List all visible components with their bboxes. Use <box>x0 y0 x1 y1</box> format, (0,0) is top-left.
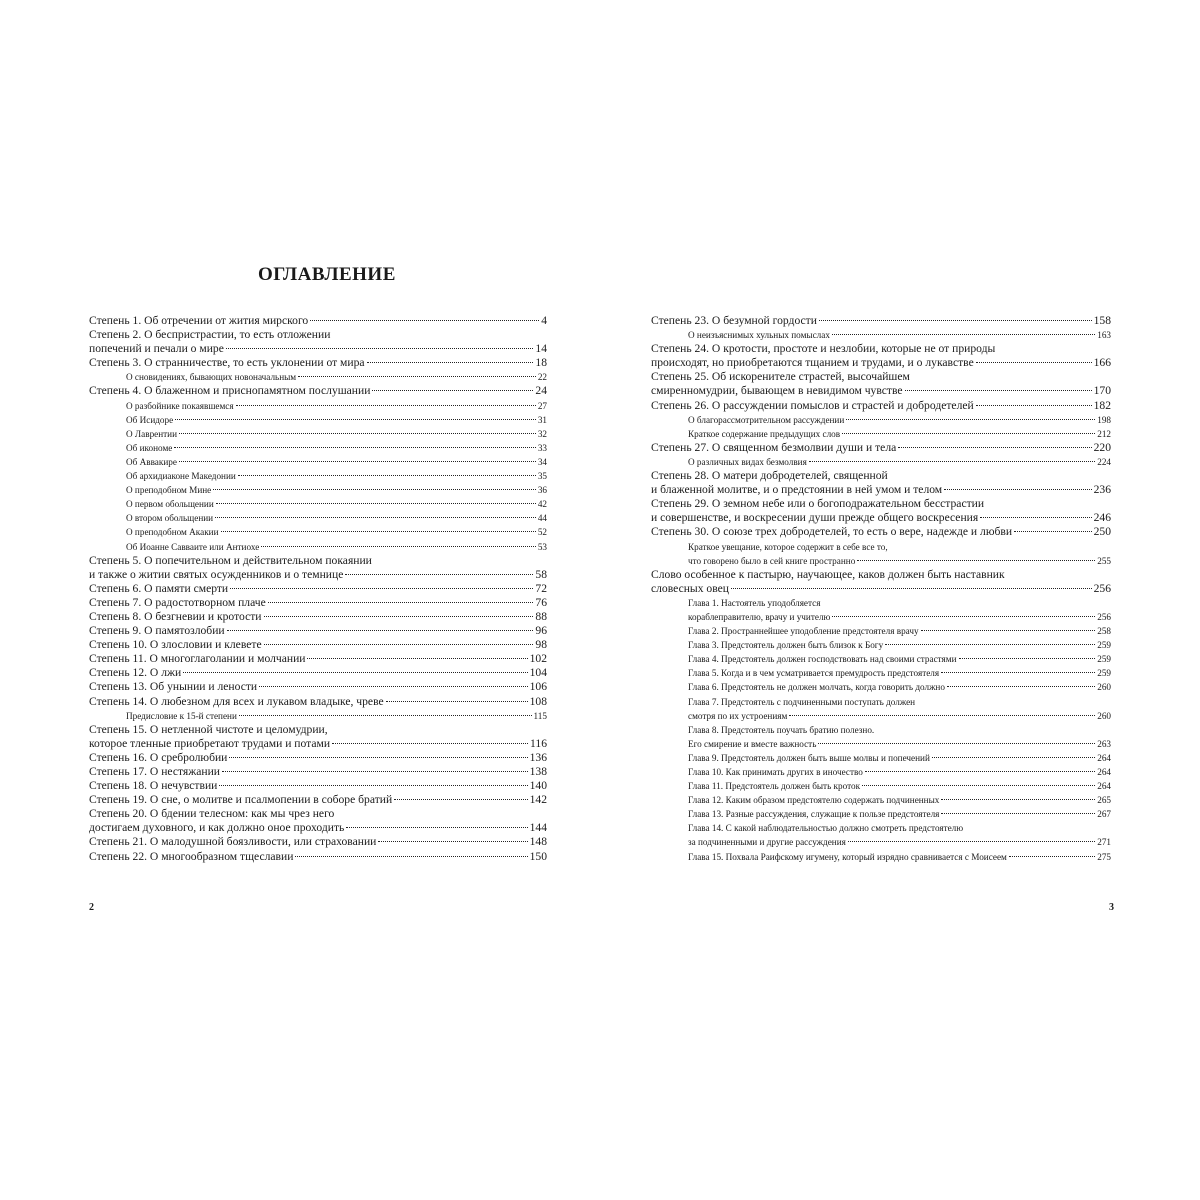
toc-entry-text: Степень 19. О сне, о молитве и псалмопении в соборе братий <box>89 793 393 807</box>
toc-page-number: 158 <box>1093 314 1111 327</box>
toc-entry-text: Глава 5. Когда и в чем усматривается премудрость предстоятеля <box>688 668 940 679</box>
toc-page-number: 264 <box>1097 752 1111 763</box>
toc-entry-text: достигаем духовного, и как должно оное проходить <box>89 821 345 835</box>
toc-entry <box>651 370 1111 398</box>
dot-leader <box>230 588 533 589</box>
toc-page-number: 246 <box>1093 511 1111 525</box>
toc-entry-text: О различных видах безмолвия <box>688 456 807 467</box>
toc-entry <box>89 455 547 469</box>
toc-entry <box>651 751 1111 765</box>
toc-entry <box>651 723 1111 751</box>
toc-entry <box>651 314 1111 328</box>
toc-entry-text: Степень 17. О нестяжании <box>89 765 220 778</box>
toc-entry <box>89 497 547 511</box>
toc-entry-text: за подчиненными и другие рассуждения <box>688 837 846 848</box>
toc-entry-text: Глава 7. Предстоятель с подчиненными поступать должен <box>688 696 916 707</box>
dot-leader <box>941 799 1095 800</box>
dot-leader <box>976 405 1092 406</box>
toc-entry-text: Глава 4. Предстоятель должен господствовать над своими страстями <box>688 654 957 665</box>
toc-entry <box>651 399 1111 413</box>
dot-leader <box>386 701 528 702</box>
toc-page-number: 140 <box>529 779 547 793</box>
toc-entry <box>89 835 547 849</box>
dot-leader <box>885 644 1095 645</box>
toc-entry <box>89 399 547 413</box>
toc-entry <box>89 413 547 427</box>
toc-entry <box>89 680 547 694</box>
toc-entry <box>89 314 547 328</box>
toc-page-number: 108 <box>529 694 547 708</box>
toc-entry-text: что говорено было в сей книге пространно <box>688 555 856 566</box>
toc-page-number: 27 <box>537 400 547 411</box>
toc-entry-text: Степень 28. О матери добродетелей, священной <box>651 469 888 483</box>
toc-entry-text: происходят, но приобретаются тщанием и трудами, и о лукавстве <box>651 356 974 370</box>
dot-leader <box>865 771 1095 772</box>
toc-entry <box>89 384 547 398</box>
toc-entry-text: Глава 3. Предстоятель должен быть близок к Богу <box>688 640 884 651</box>
dot-leader <box>976 362 1092 363</box>
toc-entry-text: смотря по их устроениям <box>688 710 788 721</box>
toc-page-number: 34 <box>537 456 547 467</box>
toc-entry-text: Степень 26. О рассуждении помыслов и страстей и добродетелей <box>651 398 974 412</box>
dot-leader <box>179 461 536 462</box>
toc-entry <box>651 441 1111 455</box>
toc-entry <box>89 779 547 793</box>
toc-entry <box>651 695 1111 723</box>
toc-entry-text: смиренномудрии, бывающем в невидимом чувстве <box>651 384 903 398</box>
toc-page-number: 256 <box>1093 581 1111 595</box>
toc-entry <box>651 666 1111 680</box>
toc-page-number: 72 <box>535 581 547 595</box>
dot-leader <box>222 771 528 772</box>
toc-entry-text: Об Аввакире <box>126 456 177 467</box>
toc-entry-text: Степень 7. О радостотворном плаче <box>89 595 266 609</box>
dot-leader <box>227 630 534 631</box>
toc-entry <box>651 850 1111 864</box>
toc-entry <box>89 540 547 554</box>
toc-page-number: 36 <box>537 485 547 496</box>
toc-entry-text: Глава 8. Предстоятель поучать братию полезно. <box>688 724 875 735</box>
dot-leader <box>932 757 1095 758</box>
toc-page-number: 33 <box>537 442 547 453</box>
right-page <box>600 0 1200 1200</box>
dot-leader <box>731 588 1092 589</box>
toc-entry <box>651 525 1111 539</box>
toc-page-number: 260 <box>1097 682 1111 693</box>
toc-page-number: 260 <box>1097 710 1111 721</box>
dot-leader <box>944 489 1091 490</box>
toc-entry-text: Слово особенное к пастырю, научающее, каков должен быть наставник <box>651 567 1005 581</box>
dot-leader <box>862 785 1095 786</box>
toc-entry <box>651 596 1111 624</box>
dot-leader <box>941 813 1095 814</box>
toc-entry <box>89 638 547 652</box>
toc-page-number: 102 <box>529 652 547 666</box>
toc-page-number: 35 <box>537 471 547 482</box>
toc-page-number: 115 <box>533 710 547 721</box>
toc-entry <box>89 666 547 680</box>
toc-entry-text: Об Иоанне Савваите или Антиохе <box>126 541 260 552</box>
toc-entry-text: О преподобном Акакии <box>126 527 219 538</box>
dot-leader <box>215 517 536 518</box>
dot-leader <box>809 461 1095 462</box>
toc-entry <box>651 624 1111 638</box>
dot-leader <box>221 531 536 532</box>
toc-entry-text: и совершенстве, и воскресении души прежде общего воскресения <box>651 511 979 525</box>
toc-entry <box>89 441 547 455</box>
toc-page-number: 76 <box>535 595 547 609</box>
dot-leader <box>367 362 534 363</box>
toc-entry <box>651 821 1111 849</box>
toc-entry <box>651 497 1111 525</box>
toc-entry <box>651 765 1111 779</box>
toc-page-number: 138 <box>529 765 547 778</box>
toc-entry-text: О первом обольщении <box>126 499 214 510</box>
toc-entry <box>89 427 547 441</box>
toc-entry <box>89 582 547 596</box>
toc-page-number: 24 <box>535 384 547 398</box>
toc-entry <box>89 765 547 779</box>
toc-entry-text: О втором обольщении <box>126 513 214 524</box>
toc-entry <box>651 455 1111 469</box>
toc-page-number: 163 <box>1097 330 1111 341</box>
toc-entry-text: Степень 10. О злословии и клевете <box>89 638 262 652</box>
toc-entry-text: Степень 20. О бдении телесном: как мы чрез него <box>89 807 335 821</box>
toc-entry-text: О преподобном Мине <box>126 485 212 496</box>
toc-page-number: 265 <box>1097 795 1111 806</box>
toc-entry <box>651 427 1111 441</box>
toc-page-number: 198 <box>1097 414 1111 425</box>
dot-leader <box>848 841 1095 842</box>
toc-page-number: 264 <box>1097 781 1111 792</box>
toc-page-number: 250 <box>1093 525 1111 539</box>
dot-leader <box>175 419 536 420</box>
toc-entry <box>89 709 547 723</box>
dot-leader <box>310 320 539 321</box>
toc-page-number: 220 <box>1093 440 1111 454</box>
toc-entry <box>651 342 1111 370</box>
toc-list-right <box>651 314 1111 864</box>
toc-entry <box>651 793 1111 807</box>
toc-page-number: 31 <box>537 414 547 425</box>
dot-leader <box>219 785 527 786</box>
toc-entry <box>89 695 547 709</box>
dot-leader <box>378 841 527 842</box>
toc-entry-text: Об икономе <box>126 442 173 453</box>
toc-entry-text: Степень 27. О священном безмолвии души и тела <box>651 440 897 454</box>
toc-entry <box>651 328 1111 342</box>
dot-leader <box>372 390 533 391</box>
toc-entry <box>651 413 1111 427</box>
dot-leader <box>346 827 527 828</box>
toc-entry-text: Об Исидоре <box>126 414 174 425</box>
dot-leader <box>818 743 1095 744</box>
toc-page-number: 258 <box>1097 626 1111 637</box>
toc-page-number: 255 <box>1097 555 1111 566</box>
toc-entry <box>89 328 547 356</box>
toc-page-number: 212 <box>1097 428 1111 439</box>
toc-page-number: 14 <box>535 342 547 356</box>
toc-entry-text: Глава 13. Разные рассуждения, служащие к пользе предстоятеля <box>688 809 940 820</box>
dot-leader <box>213 489 536 490</box>
toc-page-number: 18 <box>535 356 547 370</box>
toc-entry-text: Степень 2. О беспристрастии, то есть отложении <box>89 328 331 342</box>
toc-entry-text: Степень 30. О союзе трех добродетелей, то есть о вере, надежде и любви <box>651 525 1013 539</box>
toc-entry-text: Степень 12. О лжи <box>89 666 182 680</box>
toc-page-number: 136 <box>529 750 547 764</box>
toc-entry <box>651 638 1111 652</box>
dot-leader <box>268 602 534 603</box>
toc-page-number: 32 <box>537 428 547 439</box>
toc-page-number: 166 <box>1093 356 1111 370</box>
dot-leader <box>298 376 536 377</box>
toc-entry <box>651 779 1111 793</box>
toc-page-number: 4 <box>541 314 547 327</box>
toc-entry-text: Степень 5. О попечительном и действительном покаянии <box>89 553 372 567</box>
toc-page-number: 58 <box>535 567 547 581</box>
toc-entry <box>89 751 547 765</box>
toc-entry-text: О разбойнике покаявшемся <box>126 400 234 411</box>
toc-entry-text: Степень 18. О нечувствии <box>89 779 218 793</box>
dot-leader <box>941 672 1095 673</box>
toc-entry-text: кораблеправителю, врачу и учителю <box>688 611 831 622</box>
toc-page-number: 259 <box>1097 640 1111 651</box>
toc-entry <box>89 807 547 835</box>
dot-leader <box>216 503 536 504</box>
toc-entry <box>89 370 547 384</box>
toc-entry-text: Степень 8. О безгневии и кротости <box>89 609 262 623</box>
toc-page-number: 106 <box>529 680 547 694</box>
toc-page-number: 271 <box>1097 837 1111 848</box>
toc-entry <box>89 850 547 864</box>
toc-entry-text: Степень 16. О сребролюбии <box>89 750 228 764</box>
toc-entry-text: Степень 15. О нетленной чистоте и целомудрии, <box>89 722 328 736</box>
toc-entry-text: Глава 9. Предстоятель должен быть выше молвы и попечений <box>688 752 930 763</box>
toc-page-number: 275 <box>1097 851 1111 862</box>
dot-leader <box>857 560 1095 561</box>
dot-leader <box>394 799 527 800</box>
toc-page-number: 44 <box>537 513 547 524</box>
toc-list-left <box>89 314 547 864</box>
toc-entry-text: Глава 11. Предстоятель должен быть кроток <box>688 781 861 792</box>
toc-page-number: 22 <box>537 372 547 383</box>
toc-page-number: 263 <box>1097 738 1111 749</box>
toc-entry <box>89 356 547 370</box>
dot-leader <box>307 658 527 659</box>
toc-entry-text: Глава 6. Предстоятель не должен молчать, когда говорить должно <box>688 682 945 693</box>
dot-leader <box>226 348 534 349</box>
toc-page-number: 150 <box>529 849 547 863</box>
toc-entry-text: Степень 29. О земном небе или о богоподражательном бесстрастии <box>651 497 985 511</box>
toc-entry-text: Степень 6. О памяти смерти <box>89 581 229 595</box>
dot-leader <box>832 616 1095 617</box>
toc-page-number: 144 <box>529 821 547 835</box>
toc-page-number: 98 <box>535 638 547 652</box>
dot-leader <box>229 757 527 758</box>
dot-leader <box>264 644 534 645</box>
toc-entry <box>651 652 1111 666</box>
toc-page-number: 142 <box>529 793 547 807</box>
toc-page-number: 256 <box>1097 611 1111 622</box>
dot-leader <box>959 658 1096 659</box>
dot-leader <box>980 517 1091 518</box>
toc-page-number: 267 <box>1097 809 1111 820</box>
toc-page-number: 53 <box>537 541 547 552</box>
toc-entry <box>89 525 547 539</box>
dot-leader <box>819 320 1092 321</box>
toc-entry <box>89 511 547 525</box>
toc-entry-text: Предисловие к 15-й степени <box>126 710 237 721</box>
toc-entry-text: Степень 25. Об искоренителе страстей, высочайшем <box>651 370 910 384</box>
dot-leader <box>295 856 527 857</box>
toc-entry-text: и блаженной молитве, и о предстоянии в ней умом и телом <box>651 483 943 497</box>
toc-entry-text: Степень 13. Об унынии и лености <box>89 680 258 694</box>
dot-leader <box>236 405 536 406</box>
dot-leader <box>832 334 1095 335</box>
toc-entry-text: О сновидениях, бывающих новоначальным <box>126 372 297 383</box>
toc-entry <box>89 483 547 497</box>
dot-leader <box>174 447 535 448</box>
toc-entry-text: Степень 24. О кротости, простоте и незлобии, которые не от природы <box>651 342 996 356</box>
toc-entry-text: Глава 14. С какой наблюдательностью должно смотреть предстоятелю <box>688 823 964 834</box>
toc-entry-text: Глава 12. Каким образом предстоятелю содержать подчиненных <box>688 795 940 806</box>
dot-leader <box>1009 856 1095 857</box>
toc-entry-text: Глава 10. Как принимать других в иночество <box>688 767 863 777</box>
toc-entry <box>89 793 547 807</box>
toc-entry <box>89 723 547 751</box>
toc-entry-text: Глава 15. Похвала Раифскому игумену, который изрядно сравнивается с Моисеем <box>688 851 1007 862</box>
page-number-right: 3 <box>1109 902 1114 913</box>
toc-page-number: 236 <box>1093 483 1111 497</box>
dot-leader <box>183 672 527 673</box>
toc-page-number: 259 <box>1097 654 1111 665</box>
toc-entry-text: словесных овец <box>651 581 729 595</box>
dot-leader <box>921 630 1096 631</box>
toc-entry-text: Степень 14. О любезном для всех и лукавом владыке, чреве <box>89 694 384 708</box>
toc-title: ОГЛАВЛЕНИЕ <box>258 264 396 285</box>
toc-entry-text: Краткое содержание предыдущих слов <box>688 428 841 439</box>
dot-leader <box>947 686 1095 687</box>
toc-entry <box>89 596 547 610</box>
toc-entry-text: Об архидиаконе Македонии <box>126 471 236 482</box>
toc-entry <box>651 469 1111 497</box>
toc-entry-text: Краткое увещание, которое содержит в себе все то, <box>688 541 888 552</box>
toc-entry <box>89 624 547 638</box>
toc-page-number: 182 <box>1093 398 1111 412</box>
dot-leader <box>179 433 536 434</box>
toc-entry-text: которое тленные приобретают трудами и потами <box>89 736 331 750</box>
toc-entry-text: Степень 4. О блаженном и приснопамятном послушании <box>89 384 371 398</box>
toc-page-number: 148 <box>529 835 547 849</box>
toc-entry-text: О неизъяснимых хульных помыслах <box>688 330 830 341</box>
toc-entry <box>651 540 1111 568</box>
dot-leader <box>789 715 1095 716</box>
dot-leader <box>238 475 536 476</box>
dot-leader <box>259 686 527 687</box>
page-number-left: 2 <box>89 902 94 913</box>
toc-entry <box>651 568 1111 596</box>
toc-entry-text: Глава 2. Пространнейшее уподобление предстоятеля врачу <box>688 626 919 637</box>
toc-entry-text: Глава 1. Настоятель уподобляется <box>688 597 821 608</box>
dot-leader <box>905 390 1092 391</box>
toc-entry-text: Степень 23. О безумной гордости <box>651 314 817 327</box>
toc-entry-text: Степень 21. О малодушной боязливости, или страховании <box>89 835 377 849</box>
toc-entry-text: Его смирение и вместе важность <box>688 738 817 749</box>
dot-leader <box>332 743 528 744</box>
toc-entry <box>651 807 1111 821</box>
toc-page-number: 259 <box>1097 668 1111 679</box>
dot-leader <box>345 574 533 575</box>
toc-page-number: 52 <box>537 527 547 538</box>
toc-entry-text: Степень 11. О многоглаголании и молчании <box>89 652 306 666</box>
toc-entry-text: Степень 3. О странничестве, то есть уклонении от мира <box>89 356 365 370</box>
dot-leader <box>1014 531 1092 532</box>
toc-entry-text: О Лаврентии <box>126 428 178 439</box>
toc-entry <box>651 680 1111 694</box>
toc-entry-text: Степень 9. О памятозлобии <box>89 624 225 638</box>
toc-page-number: 104 <box>529 666 547 680</box>
toc-page-number: 116 <box>530 736 547 750</box>
toc-entry-text: Степень 22. О многообразном тщеславии <box>89 849 294 863</box>
dot-leader <box>239 715 532 716</box>
dot-leader <box>842 433 1095 434</box>
toc-page-number: 170 <box>1093 384 1111 398</box>
toc-entry <box>89 554 547 582</box>
toc-entry <box>89 652 547 666</box>
toc-page-number: 224 <box>1097 456 1111 467</box>
dot-leader <box>898 447 1091 448</box>
dot-leader <box>261 546 536 547</box>
toc-page-number: 264 <box>1097 767 1111 777</box>
toc-entry <box>89 469 547 483</box>
toc-entry <box>89 610 547 624</box>
toc-page-number: 42 <box>537 499 547 510</box>
toc-entry-text: Степень 1. Об отречении от жития мирского <box>89 314 309 327</box>
toc-entry-text: О благорассмотрительном рассуждении <box>688 414 845 425</box>
toc-entry-text: попечений и печали о мире <box>89 342 224 356</box>
dot-leader <box>846 419 1095 420</box>
dot-leader <box>264 616 534 617</box>
toc-entry-text: и также о житии святых осужденников и о темнице <box>89 567 344 581</box>
toc-page-number: 88 <box>535 609 547 623</box>
toc-page-number: 96 <box>535 624 547 638</box>
